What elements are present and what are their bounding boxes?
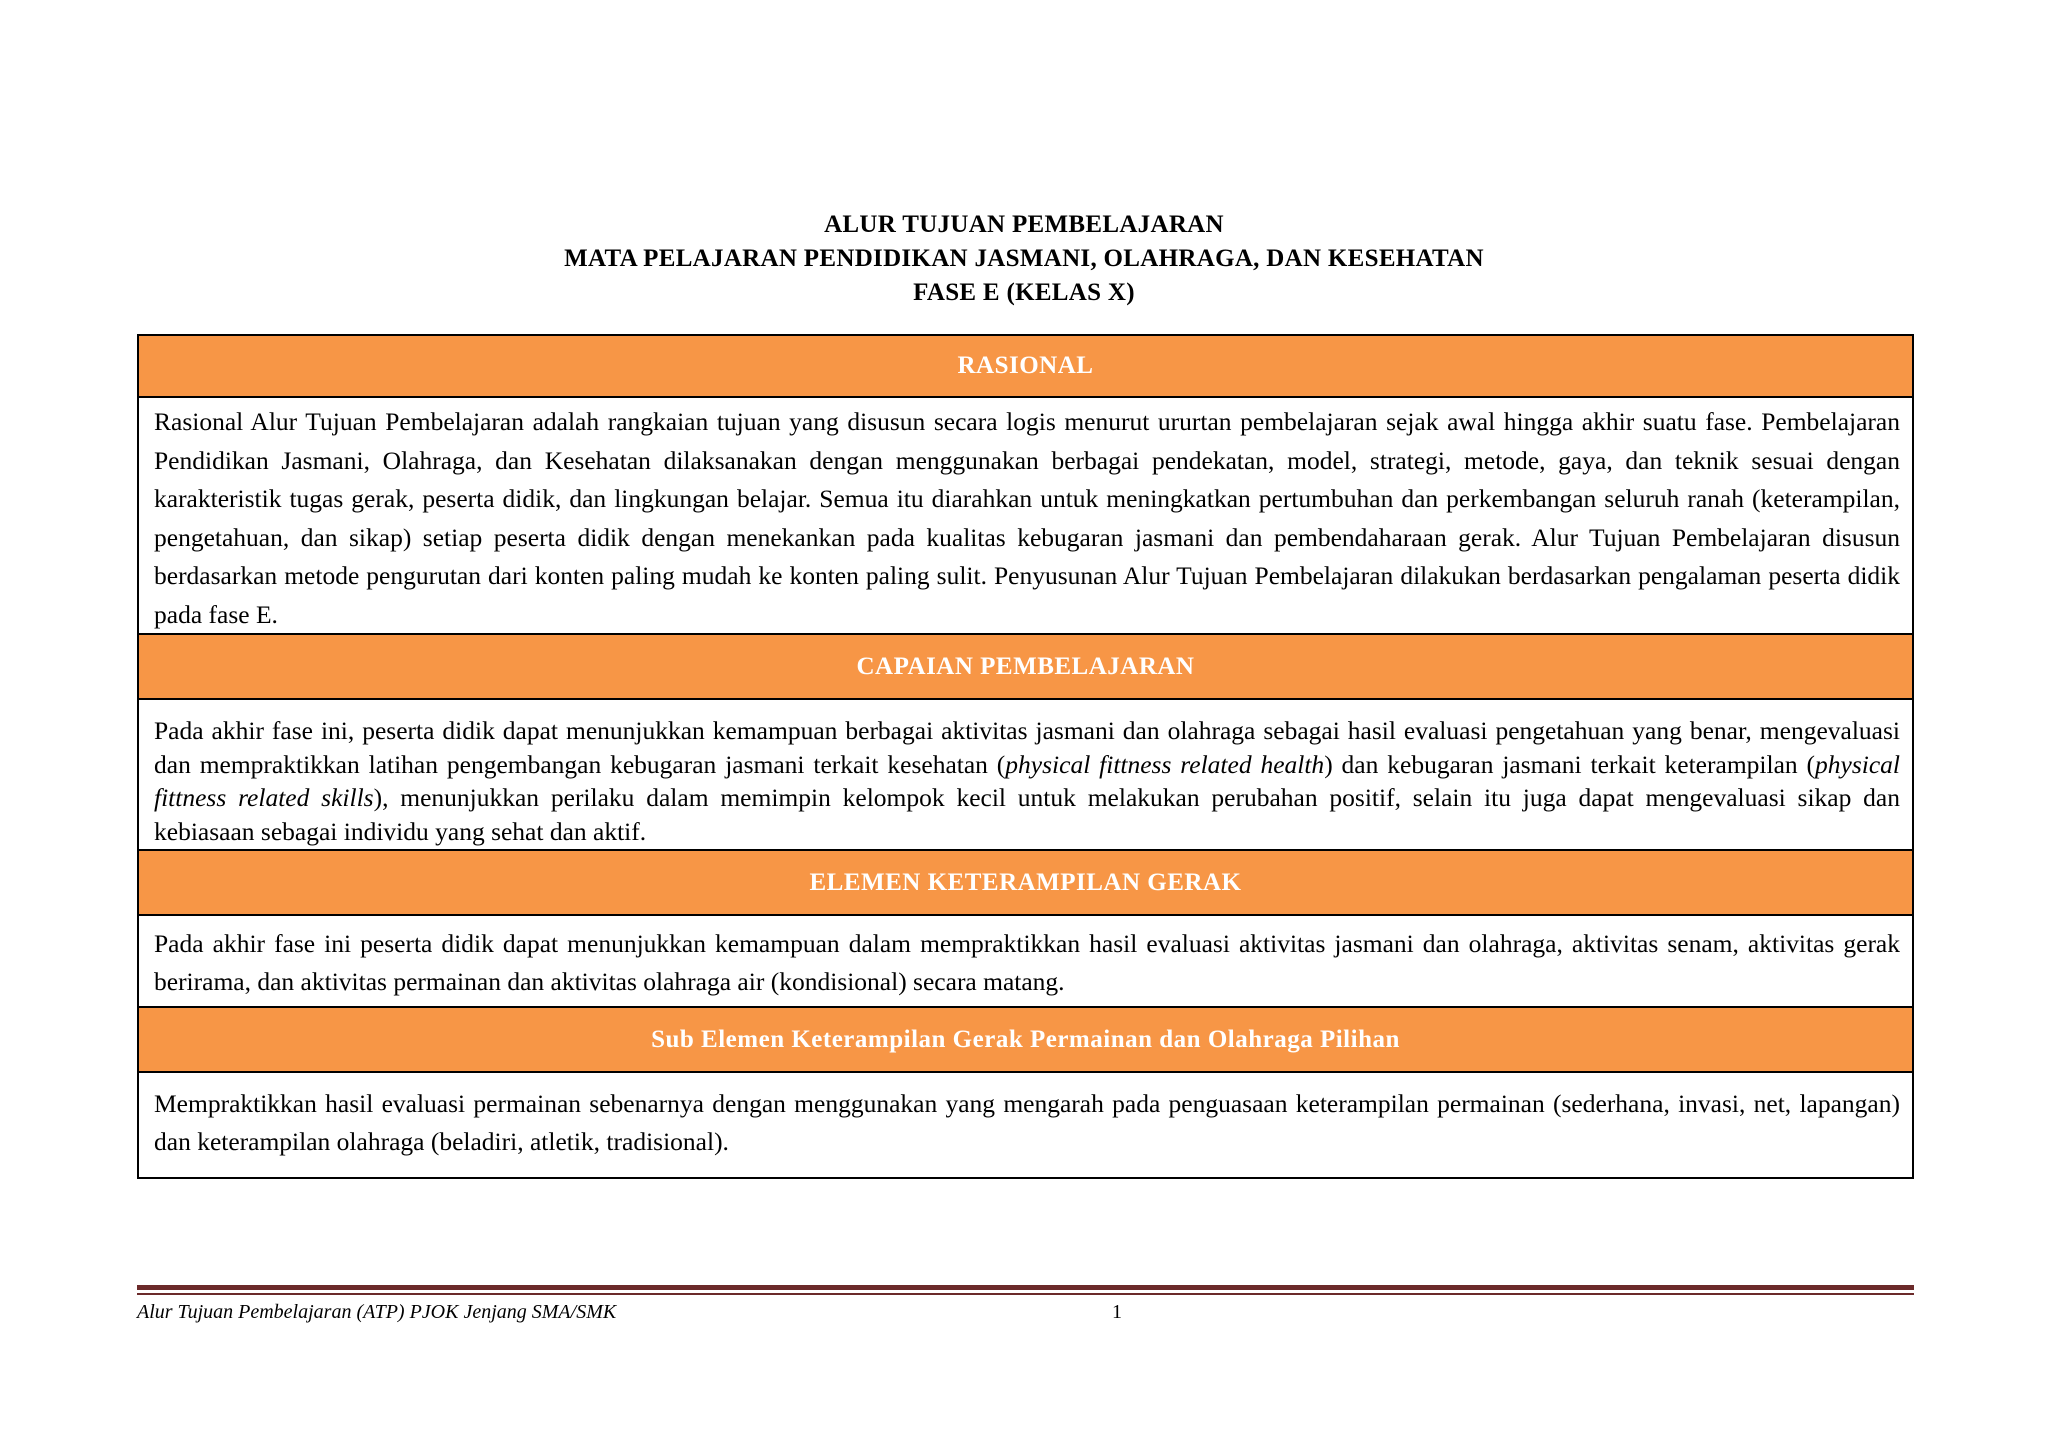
section-header-elemen: ELEMEN KETERAMPILAN GERAK	[139, 851, 1912, 916]
capaian-italic-health: physical fittness related health	[1005, 749, 1325, 779]
capaian-text-part-2: ) dan kebugaran jasmani terkait keterampilan (	[1324, 749, 1816, 779]
capaian-italic-skills: physical fittness related skills	[154, 749, 1900, 812]
capaian-text-part-3: ), menunjukkan perilaku dalam memimpin kelompok kecil untuk melakukan perubahan positif, selain itu juga dapat mengevaluasi sikap dan kebiasaan sebagai individu yang sehat dan aktif.	[154, 783, 1900, 846]
section-header-sub-elemen: Sub Elemen Keterampilan Gerak Permainan dan Olahraga Pilihan	[139, 1008, 1912, 1073]
footer-caption: Alur Tujuan Pembelajaran (ATP) PJOK Jenjang SMA/SMK	[137, 1301, 617, 1323]
content-table	[137, 334, 1914, 1179]
section-header-rasional: RASIONAL	[139, 336, 1912, 398]
section-body-sub-elemen	[139, 1073, 1912, 1177]
section-header-capaian: CAPAIAN PEMBELAJARAN	[139, 635, 1912, 700]
elemen-text: Pada akhir fase ini peserta didik dapat menunjukkan kemampuan dalam mempraktikkan hasil evaluasi aktivitas jasmani dan olahraga, aktivitas senam, aktivitas gerak berirama, dan aktivitas permainan dan aktivitas olahraga air (kondisional) secara matang.	[154, 929, 1900, 996]
section-body-rasional	[139, 398, 1912, 635]
section-body-capaian	[139, 700, 1912, 851]
section-body-elemen	[139, 916, 1912, 1008]
page-number: 1	[1112, 1301, 1122, 1323]
rasional-text: Rasional Alur Tujuan Pembelajaran adalah rangkaian tujuan yang disusun secara logis menurut ururtan pembelajaran sejak awal hingga akhir suatu fase. Pembelajaran Pendidikan Jasmani, Olahraga, dan Kesehatan dilaksanakan dengan menggunakan berbagai pendekatan, model, strategi, metode, gaya, dan teknik sesuai dengan karakteristik tugas gerak, peserta didik, dan lingkungan belajar. Semua itu diarahkan untuk meningkatkan pertumbuhan dan perkembangan seluruh ranah (keterampilan, pengetahuan, dan sikap) setiap peserta didik dengan menekankan pada kualitas kebugaran jasmani dan pembendaharaan gerak. Alur Tujuan Pembelajaran disusun berdasarkan metode pengurutan dari konten paling mudah ke konten paling sulit. Penyusunan Alur Tujuan Pembelajaran dilakukan berdasarkan pengalaman peserta didik pada fase E.	[154, 407, 1900, 629]
capaian-text	[154, 714, 1900, 848]
footer-rule	[137, 1285, 1914, 1290]
capaian-text-part-1: Pada akhir fase ini, peserta didik dapat menunjukkan kemampuan berbagai aktivitas jasmani dan olahraga sebagai hasil evaluasi pengetahuan yang benar, mengevaluasi dan mempraktikkan latihan pengembangan kebugaran jasmani terkait kesehatan (	[154, 716, 1900, 779]
footer-rule-thin	[137, 1293, 1914, 1295]
sub-elemen-text: Mempraktikkan hasil evaluasi permainan sebenarnya dengan menggunakan yang mengarah pada penguasaan keterampilan permainan (sederhana, invasi, net, lapangan) dan keterampilan olahraga (beladiri, atletik, tradisional).	[154, 1089, 1900, 1156]
title-line-3: FASE E (KELAS X)	[913, 279, 1135, 306]
title-line-1: ALUR TUJUAN PEMBELAJARAN	[824, 211, 1224, 238]
title-line-2: MATA PELAJARAN PENDIDIKAN JASMANI, OLAHRAGA, DAN KESEHATAN	[564, 245, 1484, 272]
document-title	[0, 208, 2048, 310]
